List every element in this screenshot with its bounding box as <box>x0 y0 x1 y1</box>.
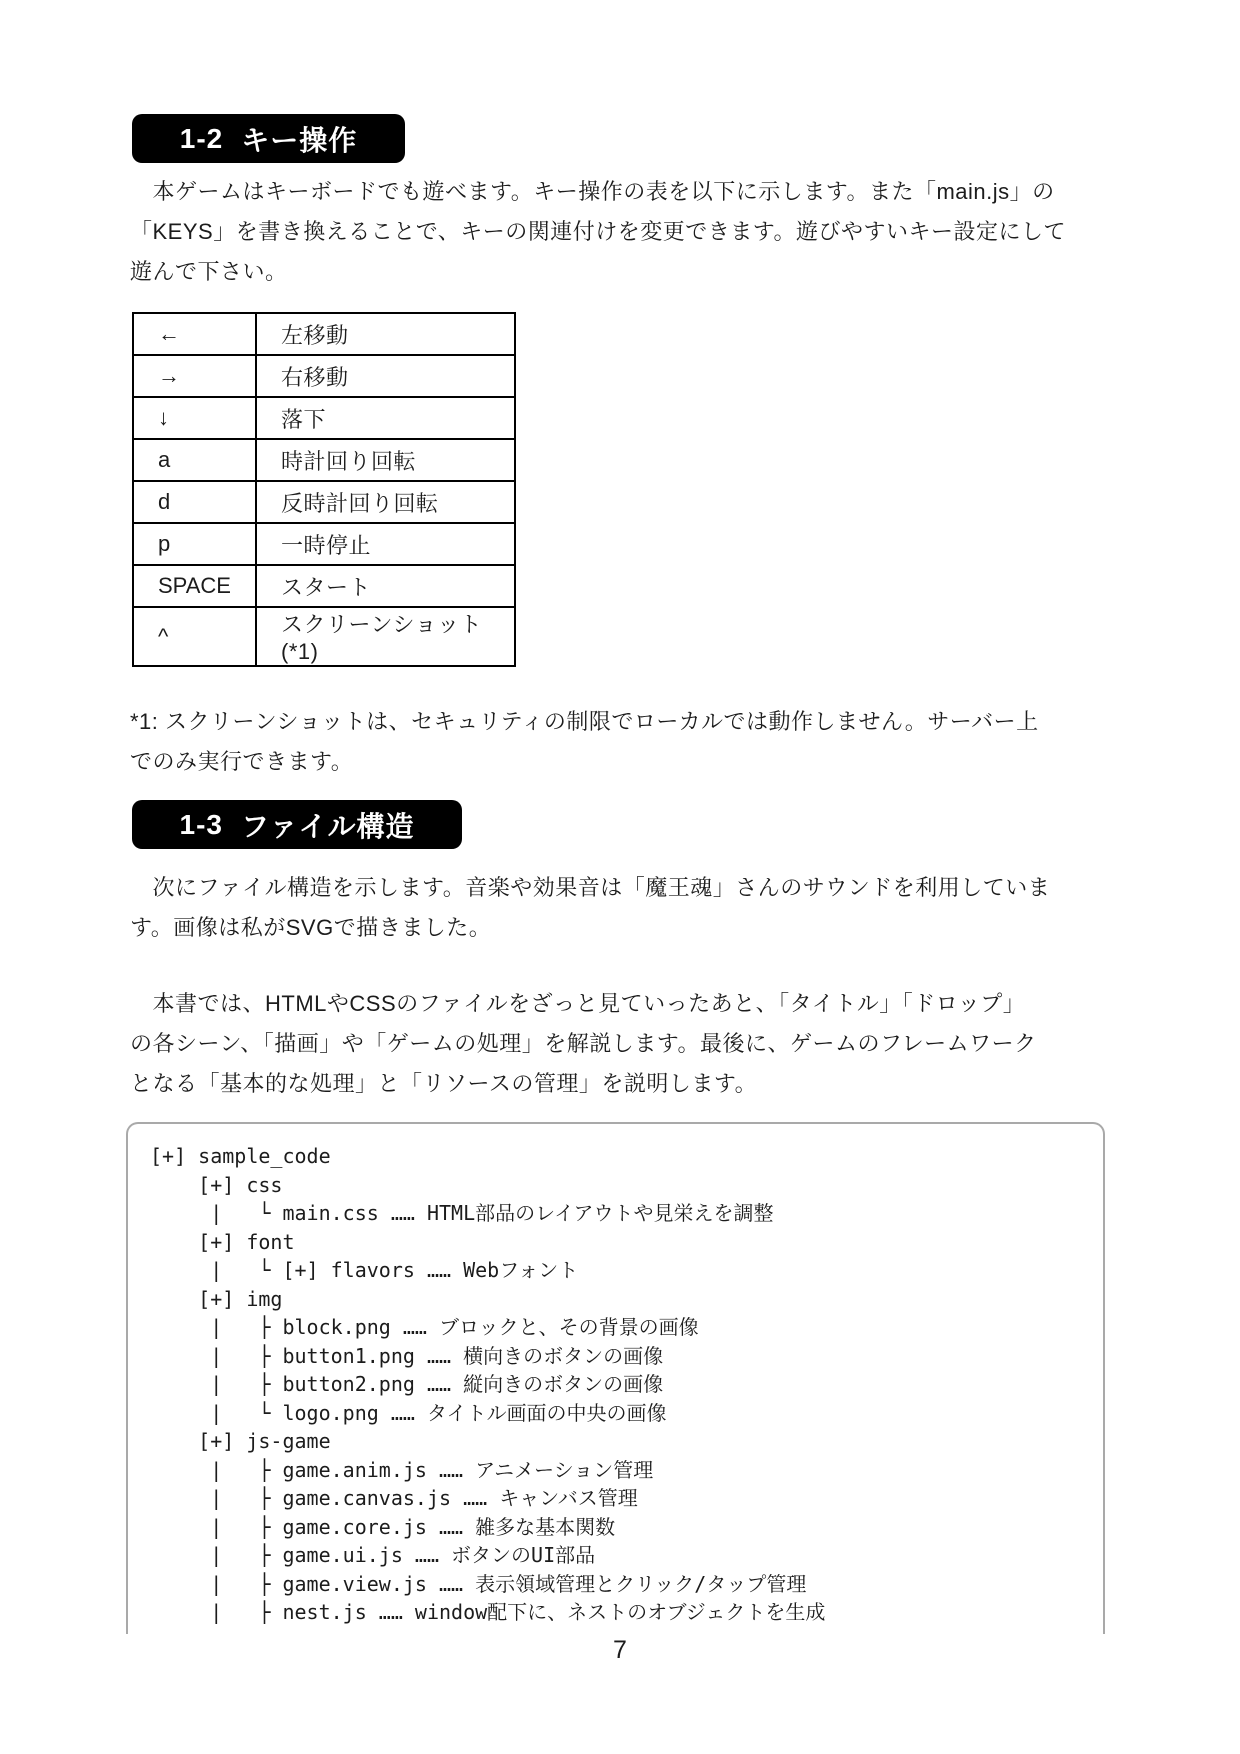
action-cell: スクリーンショット(*1) <box>256 607 515 666</box>
table-row <box>133 355 515 397</box>
key-cell: p <box>133 523 256 565</box>
paragraph-line: でのみ実行できます。 <box>130 749 354 774</box>
code-line: [+] css <box>150 1172 283 1197</box>
code-line: | ├ game.core.js …… 雑多な基本関数 <box>150 1514 616 1539</box>
paragraph-line: す。画像は私がSVGで描きました。 <box>130 915 492 940</box>
code-line: | ├ game.view.js …… 表示領域管理とクリック/タップ管理 <box>150 1571 807 1596</box>
paragraph-line: 本ゲームはキーボードでも遊べます。キー操作の表を以下に示します。また「main.js」の <box>130 179 1055 204</box>
code-line: | ├ game.anim.js …… アニメーション管理 <box>150 1457 654 1482</box>
section-heading-title: ファイル構造 <box>241 810 415 842</box>
file-structure-paragraph-1 <box>130 868 1125 948</box>
paragraph-line: 遊んで下さい。 <box>130 259 288 284</box>
code-line: | ├ button1.png …… 横向きのボタンの画像 <box>150 1343 664 1368</box>
key-cell: d <box>133 481 256 523</box>
code-line: | ├ nest.js …… window配下に、ネストのオブジェクトを生成 <box>150 1600 826 1624</box>
code-line: [+] sample_code <box>150 1144 331 1168</box>
action-cell: 時計回り回転 <box>256 439 515 481</box>
code-line: [+] img <box>150 1286 283 1311</box>
action-cell: スタート <box>256 565 515 607</box>
intro-paragraph <box>130 172 1125 292</box>
key-cell: ↓ <box>133 397 256 439</box>
action-cell: 落下 <box>256 397 515 439</box>
table-row <box>133 313 515 355</box>
action-cell: 一時停止 <box>256 523 515 565</box>
code-line: | ├ game.canvas.js …… キャンバス管理 <box>150 1486 638 1510</box>
code-line: | └ [+] flavors …… Webフォント <box>150 1258 579 1282</box>
table-row <box>133 565 515 607</box>
code-line: | └ main.css …… HTML部品のレイアウトや見栄えを調整 <box>150 1201 774 1225</box>
table-row <box>133 397 515 439</box>
section-heading-title: キー操作 <box>241 124 358 156</box>
code-line: | ├ button2.png …… 縦向きのボタンの画像 <box>150 1372 664 1396</box>
key-cell: a <box>133 439 256 481</box>
footnote <box>130 702 1125 782</box>
action-cell: 左移動 <box>256 313 515 355</box>
table-row <box>133 607 515 666</box>
code-line: [+] js-game <box>150 1429 331 1453</box>
paragraph-line: 次にファイル構造を示します。音楽や効果音は「魔王魂」さんのサウンドを利用していま <box>130 875 1051 900</box>
table-row <box>133 439 515 481</box>
action-cell: 右移動 <box>256 355 515 397</box>
section-heading-number: 1-2 <box>179 122 224 154</box>
key-operation-table <box>132 312 516 667</box>
action-cell: 反時計回り回転 <box>256 481 515 523</box>
key-cell: ^ <box>133 607 256 666</box>
code-line: | ├ game.ui.js …… ボタンのUI部品 <box>150 1543 596 1567</box>
section-1-3-heading-box <box>132 800 462 849</box>
code-line: | └ logo.png …… タイトル画面の中央の画像 <box>150 1400 667 1425</box>
paragraph-line: 本書では、HTMLやCSSのファイルをざっと見ていったあと、「タイトル」「ドロップ」 <box>130 991 1026 1016</box>
key-cell: → <box>133 355 256 397</box>
file-tree-code-block <box>126 1122 1105 1634</box>
key-cell: SPACE <box>133 565 256 607</box>
table-row <box>133 523 515 565</box>
paragraph-line: の各シーン、「描画」や「ゲームの処理」を解説します。最後に、ゲームのフレームワーク <box>130 1031 1037 1056</box>
code-line: [+] font <box>150 1229 295 1254</box>
page-number: 7 <box>613 1636 627 1664</box>
paragraph-line: となる「基本的な処理」と「リソースの管理」を説明します。 <box>130 1071 758 1096</box>
section-heading-number: 1-3 <box>179 808 223 840</box>
file-structure-paragraph-2 <box>130 984 1125 1104</box>
table-row <box>133 481 515 523</box>
code-line: | ├ block.png …… ブロックと、その背景の画像 <box>150 1315 699 1339</box>
key-cell: ← <box>133 313 256 355</box>
paragraph-line: 「KEYS」を書き換えることで、キーの関連付けを変更できます。遊びやすいキー設定にして <box>130 219 1066 244</box>
section-1-2-heading-box <box>132 114 405 163</box>
paragraph-line: *1: スクリーンショットは、セキュリティの制限でローカルでは動作しません。サーバー上 <box>130 709 1039 734</box>
